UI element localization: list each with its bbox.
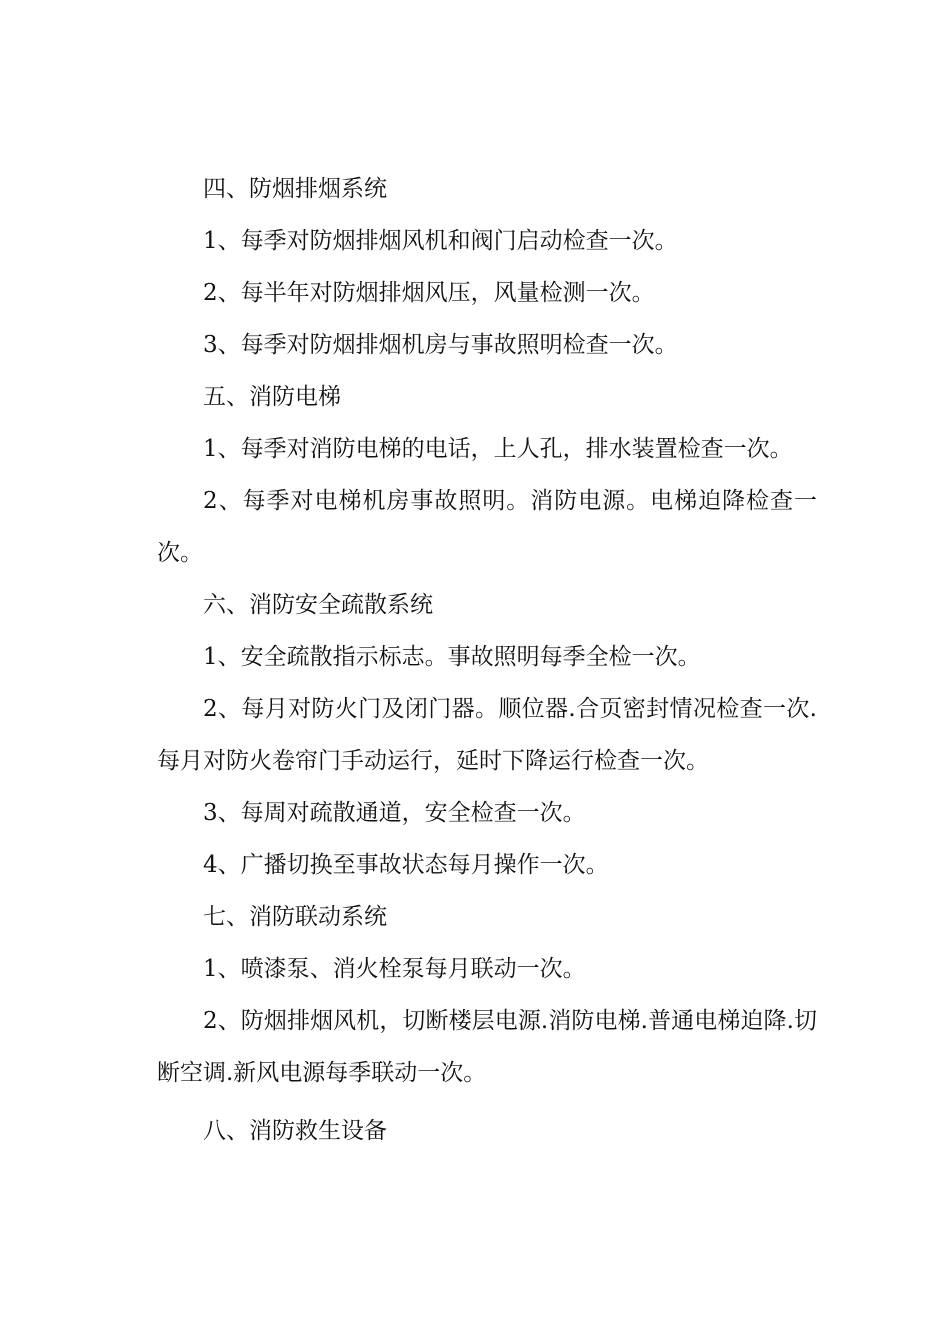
list-item: 1、每季对消防电梯的电话，上人孔，排水装置检查一次。 <box>203 436 793 462</box>
list-item: 3、每周对疏散通道，安全检查一次。 <box>203 800 586 826</box>
section-heading-fire-elevator: 五、消防电梯 <box>203 384 341 410</box>
list-item: 1、安全疏散指示标志。事故照明每季全检一次。 <box>203 644 701 670</box>
section-heading-evacuation: 六、消防安全疏散系统 <box>203 592 433 618</box>
list-item: 3、每季对防烟排烟机房与事故照明检查一次。 <box>203 332 678 358</box>
list-item: 2、每季对电梯机房事故照明。消防电源。电梯迫降检查一次。 <box>157 488 817 566</box>
list-item: 1、喷漆泵、消火栓泵每月联动一次。 <box>203 956 586 982</box>
section-heading-smoke-control: 四、防烟排烟系统 <box>203 176 387 202</box>
list-item: 4、广播切换至事故状态每月操作一次。 <box>203 852 609 878</box>
section-heading-linkage: 七、消防联动系统 <box>203 904 387 930</box>
document-body <box>157 163 817 1157</box>
list-item: 2、每半年对防烟排烟风压，风量检测一次。 <box>203 280 655 306</box>
list-item: 2、防烟排烟风机，切断楼层电源.消防电梯.普通电梯迫降.切断空调.新风电源每季联动一次。 <box>157 1008 817 1086</box>
section-heading-rescue-equipment: 八、消防救生设备 <box>203 1118 387 1144</box>
list-item: 1、每季对防烟排烟风机和阀门启动检查一次。 <box>203 228 678 254</box>
list-item: 2、每月对防火门及闭门器。顺位器.合页密封情况检查一次.每月对防火卷帘门手动运行，延时下降运行检查一次。 <box>157 696 817 774</box>
